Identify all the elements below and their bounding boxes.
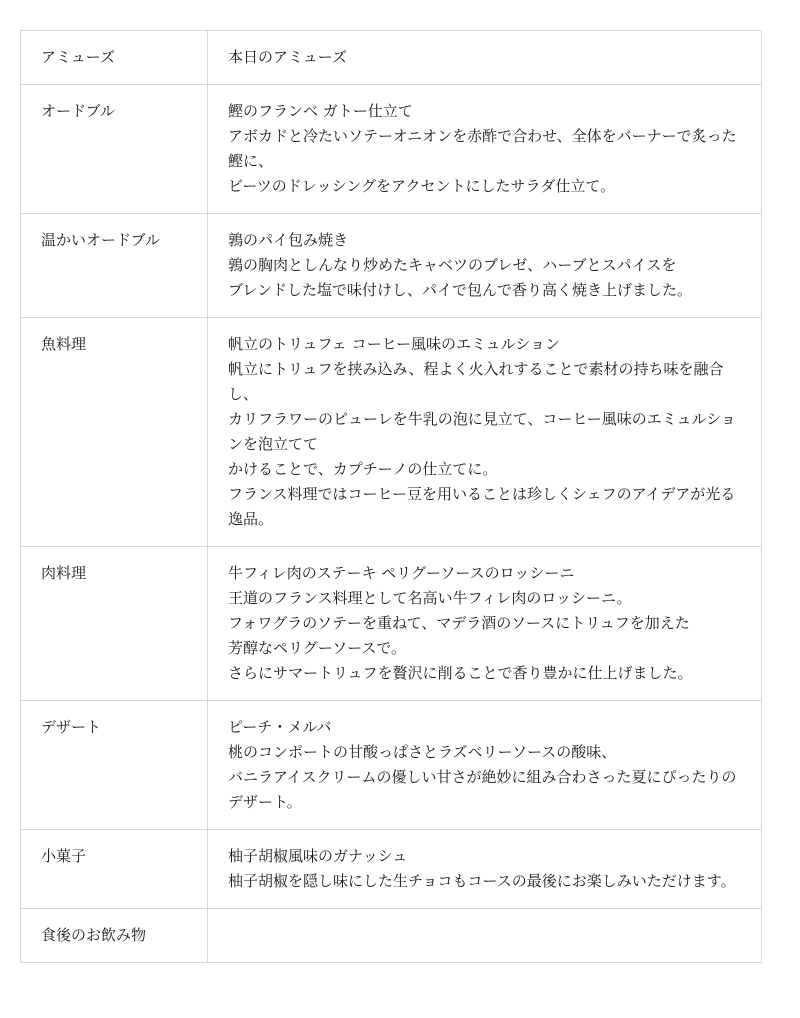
dish-title: 柚子胡椒風味のガナッシュ: [228, 847, 408, 865]
menu-row-hors-doeuvre: [21, 85, 762, 214]
course-menu-table: [20, 30, 762, 963]
course-name-cell: [21, 214, 208, 318]
course-name: 肉料理: [41, 564, 87, 582]
course-name-cell: [21, 85, 208, 214]
course-name-cell: [21, 701, 208, 830]
dish-description-cell: [208, 318, 762, 547]
dish-description-cell: [208, 547, 762, 701]
course-name-cell: [21, 830, 208, 909]
course-name-cell: [21, 31, 208, 85]
menu-row-warm-hors-doeuvre: [21, 214, 762, 318]
dish-title: 鶉のパイ包み焼き: [228, 231, 349, 249]
dish-description-line: 桃のコンポートの甘酸っぱさとラズベリーソースの酸味、: [228, 743, 617, 761]
dish-description-line: バニラアイスクリームの優しい甘さが絶妙に組み合わさった夏にぴったりのデザート。: [228, 768, 737, 811]
course-name-cell: [21, 547, 208, 701]
course-name: 魚料理: [41, 335, 87, 353]
dish-description-line: さらにサマートリュフを贅沢に削ることで香り豊かに仕上げました。: [228, 664, 693, 682]
course-name: デザート: [41, 718, 102, 736]
dish-description-cell: [208, 85, 762, 214]
dish-description-line: 鶉の胸肉としんなり炒めたキャベツのブレゼ、ハーブとスパイスを: [228, 256, 677, 274]
course-name: アミューズ: [41, 48, 115, 66]
course-name: 温かいオードブル: [41, 231, 160, 249]
course-name: 食後のお飲み物: [41, 926, 147, 944]
dish-description-line: かけることで、カプチーノの仕立てに。: [228, 460, 498, 478]
menu-row-petit-fours: [21, 830, 762, 909]
dish-description-line: フォワグラのソテーを重ねて、マデラ酒のソースにトリュフを加えた: [228, 614, 690, 632]
course-name-cell: [21, 909, 208, 963]
dish-title: ピーチ・メルバ: [228, 718, 332, 736]
dish-description-line: 帆立にトリュフを挟み込み、程よく火入れすることで素材の持ち味を融合し、: [228, 360, 724, 403]
course-name: 小菓子: [41, 847, 87, 865]
dish-description-cell: [208, 909, 762, 963]
menu-row-dessert: [21, 701, 762, 830]
dish-description-line: 柚子胡椒を隠し味にした生チョコもコースの最後にお楽しみいただけます。: [228, 872, 736, 890]
dish-description-cell: [208, 214, 762, 318]
dish-description-line: 王道のフランス料理として名高い牛フィレ肉のロッシーニ。: [228, 589, 632, 607]
dish-description-line: ビーツのドレッシングをアクセントにしたサラダ仕立て。: [228, 177, 616, 195]
course-name-cell: [21, 318, 208, 547]
course-name: オードブル: [41, 102, 115, 120]
dish-description-line: 芳醇なペリグーソースで。: [228, 639, 407, 657]
dish-description-cell: [208, 31, 762, 85]
menu-row-meat: [21, 547, 762, 701]
dish-description-line: フランス料理ではコーヒー豆を用いることは珍しくシェフのアイデアが光る逸品。: [228, 485, 736, 528]
menu-row-after-meal-drink: [21, 909, 762, 963]
dish-description-line: アボカドと冷たいソテーオニオンを赤酢で合わせ、全体をバーナーで炙った鰹に、: [228, 127, 737, 170]
dish-description-line: カリフラワーのピューレを牛乳の泡に見立て、コーヒー風味のエミュルションを泡立てて: [228, 410, 736, 453]
dish-description-cell: [208, 830, 762, 909]
dish-description-line: ブレンドした塩で味付けし、パイで包んで香り高く焼き上げました。: [228, 281, 693, 299]
dish-description-cell: [208, 701, 762, 830]
dish-title: 牛フィレ肉のステーキ ペリグーソースのロッシーニ: [228, 564, 575, 582]
dish-title: 帆立のトリュフェ コーヒー風味のエミュルション: [228, 335, 560, 353]
dish-title: 本日のアミューズ: [228, 48, 347, 66]
dish-title: 鰹のフランベ ガトー仕立て: [228, 102, 413, 120]
menu-table-body: [21, 31, 762, 963]
menu-row-fish: [21, 318, 762, 547]
menu-row-amuse: [21, 31, 762, 85]
